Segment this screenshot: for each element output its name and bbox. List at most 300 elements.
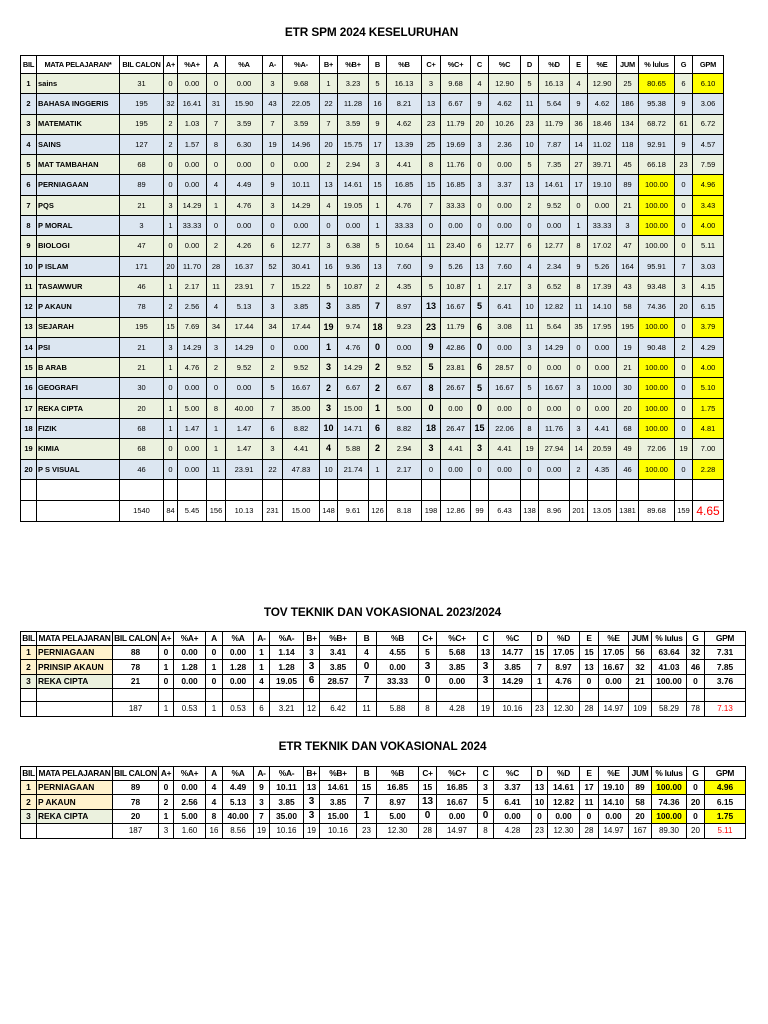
subject-cell: GEOGRAFI [37, 378, 120, 398]
b-plus-cell: 3 [304, 660, 320, 674]
col-header-subject [37, 767, 113, 781]
empty-cell [206, 688, 223, 701]
b-cell: 15 [357, 781, 377, 795]
c-cell: 13 [478, 646, 494, 660]
b-plus-pct-cell: 9.36 [338, 256, 369, 276]
empty-cell [489, 479, 521, 500]
subject-cell: B ARAB [37, 358, 120, 378]
b-pct-cell: 4.35 [387, 276, 422, 296]
total-c-cell: 19 [478, 701, 494, 716]
b-cell: 13 [369, 256, 387, 276]
total-c-plus-pct-cell: 4.28 [437, 701, 478, 716]
d-pct-cell: 0.00 [539, 398, 570, 418]
d-pct-cell: 12.82 [539, 297, 570, 317]
e-cell: 14 [570, 134, 588, 154]
d-pct-cell: 14.61 [548, 781, 580, 795]
b-pct-cell: 6.67 [387, 378, 422, 398]
c-plus-pct-cell: 26.47 [441, 419, 471, 439]
b-plus-cell: 4 [320, 439, 338, 459]
e-pct-cell: 14.10 [588, 297, 617, 317]
subject-cell: KIMIA [37, 439, 120, 459]
a-minus-cell: 7 [254, 809, 270, 823]
c-pct-cell: 0.00 [489, 195, 521, 215]
col-header-c-plus-pct [437, 767, 478, 781]
e-pct-cell: 14.10 [599, 795, 629, 809]
c-plus-pct-cell: 0.00 [441, 398, 471, 418]
d-pct-cell: 5.64 [539, 94, 570, 114]
d-pct-cell: 4.76 [548, 674, 580, 688]
b-plus-cell: 16 [320, 256, 338, 276]
bil-cell: 3 [21, 674, 37, 688]
b-plus-cell: 10 [320, 459, 338, 479]
pass-pct-cell: 41.03 [652, 660, 687, 674]
a-pct-cell: 14.29 [226, 337, 263, 357]
col-header-label: C+ [422, 634, 433, 643]
candidates-cell: 46 [120, 459, 164, 479]
candidates-cell: 89 [120, 175, 164, 195]
a-plus-cell: 0 [164, 74, 178, 94]
totals-row [21, 500, 724, 521]
e-cell: 35 [570, 317, 588, 337]
col-header-label: D [536, 769, 543, 778]
col-header-gpm [705, 767, 746, 781]
pass-pct-cell: 100.00 [639, 378, 675, 398]
e-pct-cell: 0.00 [599, 809, 629, 823]
col-header-label: E [586, 769, 592, 778]
pass-pct-cell: 100.00 [639, 317, 675, 337]
b-cell: 2 [369, 378, 387, 398]
col-header-label: E [576, 60, 581, 69]
subject-row [21, 256, 724, 276]
b-cell: 7 [357, 674, 377, 688]
a-pct-cell: 0.00 [226, 378, 263, 398]
a-pct-cell: 0.00 [223, 674, 254, 688]
a-plus-cell: 2 [164, 297, 178, 317]
a-cell: 4 [206, 781, 223, 795]
e-pct-cell: 0.00 [588, 358, 617, 378]
d-pct-cell: 11.76 [539, 419, 570, 439]
col-header-label: %E [607, 769, 620, 778]
b-cell: 7 [357, 795, 377, 809]
a-cell: 1 [207, 439, 226, 459]
b-plus-cell: 13 [304, 781, 320, 795]
total-pass-pct-cell: 89.68 [639, 500, 675, 521]
e-pct-cell: 17.02 [588, 236, 617, 256]
g-cell: 32 [687, 646, 705, 660]
empty-cell [226, 479, 263, 500]
a-minus-pct-cell: 9.68 [283, 74, 320, 94]
b-cell: 0 [357, 660, 377, 674]
empty-cell [21, 500, 37, 521]
col-header-a-plus-pct [178, 56, 207, 74]
a-pct-cell: 1.47 [226, 439, 263, 459]
empty-cell [419, 688, 437, 701]
a-plus-pct-cell: 5.00 [178, 398, 207, 418]
total-a-pct-cell: 0.53 [223, 701, 254, 716]
col-header-label: MATA PELAJARAN [38, 769, 111, 778]
col-header-label: D [526, 60, 533, 69]
b-cell: 1 [369, 459, 387, 479]
b-cell: 18 [369, 317, 387, 337]
col-header-label: %B [391, 634, 404, 643]
c-pct-cell: 2.36 [489, 134, 521, 154]
empty-cell [270, 688, 304, 701]
a-plus-cell: 0 [164, 378, 178, 398]
a-cell: 34 [207, 317, 226, 337]
pass-pct-cell: 95.38 [639, 94, 675, 114]
c-pct-cell: 12.77 [489, 236, 521, 256]
a-cell: 2 [207, 236, 226, 256]
b-pct-cell: 0.00 [377, 660, 419, 674]
b-plus-cell: 1 [320, 74, 338, 94]
col-header-label: B+ [306, 634, 317, 643]
col-header-d [532, 767, 548, 781]
a-pct-cell: 23.91 [226, 276, 263, 296]
empty-cell [471, 479, 489, 500]
a-minus-cell: 9 [254, 781, 270, 795]
subject-cell: REKA CIPTA [37, 674, 113, 688]
col-header-label: A [211, 634, 217, 643]
d-pct-cell: 6.52 [539, 276, 570, 296]
b-pct-cell: 4.62 [387, 114, 422, 134]
b-plus-pct-cell: 19.05 [338, 195, 369, 215]
total-b-plus-pct-cell: 9.61 [338, 500, 369, 521]
subject-row [21, 317, 724, 337]
c-pct-cell: 28.57 [489, 358, 521, 378]
c-pct-cell: 6.41 [494, 795, 532, 809]
b-cell: 3 [369, 155, 387, 175]
c-pct-cell: 7.60 [489, 256, 521, 276]
b-plus-cell: 3 [320, 236, 338, 256]
bil-cell: 16 [21, 378, 37, 398]
total-pass-cell: 89 [617, 175, 639, 195]
col-header-label: A [211, 769, 217, 778]
a-minus-cell: 1 [254, 646, 270, 660]
total-a-plus-pct-cell: 5.45 [178, 500, 207, 521]
subject-cell: MAT TAMBAHAN [37, 155, 120, 175]
total-e-cell: 28 [580, 701, 599, 716]
c-plus-cell: 13 [422, 297, 441, 317]
e-pct-cell: 12.90 [588, 74, 617, 94]
col-header-label: BIL CALON [114, 634, 157, 643]
d-cell: 8 [521, 419, 539, 439]
candidates-cell: 88 [113, 646, 159, 660]
d-pct-cell: 5.64 [539, 317, 570, 337]
candidates-cell: 89 [113, 781, 159, 795]
col-header-label: C+ [422, 769, 433, 778]
b-cell: 2 [369, 358, 387, 378]
b-cell: 5 [369, 236, 387, 256]
a-cell: 1 [207, 419, 226, 439]
empty-cell [580, 688, 599, 701]
a-plus-pct-cell: 0.00 [178, 175, 207, 195]
c-plus-pct-cell: 0.00 [437, 809, 478, 823]
a-cell: 0 [206, 646, 223, 660]
b-cell: 15 [369, 175, 387, 195]
total-pass-cell: 58 [617, 297, 639, 317]
c-plus-cell: 0 [422, 216, 441, 236]
bil-cell: 7 [21, 195, 37, 215]
col-header-label: %D [557, 634, 570, 643]
c-plus-cell: 8 [422, 378, 441, 398]
total-total-pass-cell: 167 [629, 823, 652, 838]
col-header-b-pct [377, 767, 419, 781]
a-pct-cell: 4.49 [223, 781, 254, 795]
b-cell: 0 [369, 337, 387, 357]
a-plus-pct-cell: 0.00 [174, 646, 206, 660]
total-a-plus-cell: 1 [159, 701, 174, 716]
col-header-b-plus [304, 632, 320, 646]
empty-cell [178, 479, 207, 500]
a-minus-pct-cell: 8.82 [283, 419, 320, 439]
b-plus-cell: 22 [320, 94, 338, 114]
b-plus-pct-cell: 11.28 [338, 94, 369, 114]
candidates-cell: 20 [113, 809, 159, 823]
g-cell: 0 [675, 236, 693, 256]
section-title-etr-spm-2024: ETR SPM 2024 KESELURUHAN [284, 25, 459, 39]
d-cell: 3 [521, 276, 539, 296]
gpm-cell: 4.57 [693, 134, 724, 154]
a-minus-cell: 1 [254, 660, 270, 674]
total-d-pct-cell: 12.30 [548, 823, 580, 838]
a-minus-cell: 3 [263, 74, 283, 94]
subject-cell: MATEMATIK [37, 114, 120, 134]
c-plus-cell: 25 [422, 134, 441, 154]
col-header-candidates [120, 56, 164, 74]
a-plus-cell: 2 [164, 114, 178, 134]
c-plus-pct-cell: 42.86 [441, 337, 471, 357]
b-plus-pct-cell: 14.61 [338, 175, 369, 195]
a-plus-cell: 2 [164, 134, 178, 154]
a-cell: 0 [207, 155, 226, 175]
col-header-a-pct [223, 767, 254, 781]
c-cell: 3 [471, 175, 489, 195]
col-header-bil [21, 767, 37, 781]
col-header-a [207, 56, 226, 74]
a-cell: 1 [206, 660, 223, 674]
a-plus-cell: 20 [164, 256, 178, 276]
bil-cell: 1 [21, 781, 37, 795]
empty-cell [304, 688, 320, 701]
subject-row [21, 378, 724, 398]
c-plus-cell: 5 [422, 358, 441, 378]
col-header-label: A+ [165, 60, 176, 69]
a-minus-cell: 4 [254, 674, 270, 688]
bil-cell: 17 [21, 398, 37, 418]
g-cell: 46 [687, 660, 705, 674]
a-pct-cell: 0.00 [226, 216, 263, 236]
c-cell: 15 [471, 419, 489, 439]
total-c-plus-cell: 28 [419, 823, 437, 838]
total-a-pct-cell: 8.56 [223, 823, 254, 838]
total-c-pct-cell: 4.28 [494, 823, 532, 838]
col-header-c [471, 56, 489, 74]
a-plus-cell: 1 [164, 358, 178, 378]
subject-row [21, 155, 724, 175]
d-cell: 10 [532, 795, 548, 809]
total-total-pass-cell: 1381 [617, 500, 639, 521]
c-cell: 0 [478, 809, 494, 823]
empty-cell [693, 479, 724, 500]
col-header-label: %A+ [180, 634, 199, 643]
g-cell: 0 [687, 809, 705, 823]
candidates-cell: 78 [120, 297, 164, 317]
col-header-e-pct [599, 632, 629, 646]
gpm-cell: 4.81 [693, 419, 724, 439]
a-plus-cell: 2 [159, 795, 174, 809]
g-cell: 20 [687, 795, 705, 809]
subject-row [21, 646, 746, 660]
empty-cell [705, 688, 746, 701]
pass-pct-cell: 90.48 [639, 337, 675, 357]
c-plus-pct-cell: 3.85 [437, 660, 478, 674]
col-header-label: %A [231, 769, 245, 778]
d-cell: 6 [521, 236, 539, 256]
empty-cell [21, 688, 37, 701]
b-pct-cell: 4.76 [387, 195, 422, 215]
a-plus-cell: 15 [164, 317, 178, 337]
subject-cell: PRINSIP AKAUN [37, 660, 113, 674]
col-header-label: %B [391, 769, 404, 778]
b-cell: 9 [369, 114, 387, 134]
col-header-label: JUM [631, 769, 649, 778]
c-plus-pct-cell: 9.68 [441, 74, 471, 94]
total-pass-pct-cell: 58.29 [652, 701, 687, 716]
gpm-cell: 7.00 [693, 439, 724, 459]
b-plus-pct-cell: 15.00 [338, 398, 369, 418]
a-pct-cell: 4.26 [226, 236, 263, 256]
c-plus-pct-cell: 23.81 [441, 358, 471, 378]
a-minus-pct-cell: 3.85 [270, 795, 304, 809]
d-pct-cell: 0.00 [539, 459, 570, 479]
header-row [21, 632, 746, 646]
b-cell: 2 [369, 439, 387, 459]
total-a-minus-cell: 19 [254, 823, 270, 838]
a-pct-cell: 16.37 [226, 256, 263, 276]
e-pct-cell: 0.00 [588, 337, 617, 357]
a-plus-pct-cell: 2.56 [174, 795, 206, 809]
a-plus-pct-cell: 1.47 [178, 419, 207, 439]
gpm-cell: 6.15 [693, 297, 724, 317]
total-d-pct-cell: 12.30 [548, 701, 580, 716]
total-pass-cell: 68 [617, 419, 639, 439]
total-a-plus-cell: 3 [159, 823, 174, 838]
a-minus-cell: 6 [263, 236, 283, 256]
e-pct-cell: 0.00 [588, 398, 617, 418]
subject-cell: PERNIAGAAN [37, 646, 113, 660]
bil-cell: 2 [21, 660, 37, 674]
total-pass-cell: 195 [617, 317, 639, 337]
empty-cell [687, 688, 705, 701]
c-plus-cell: 3 [419, 660, 437, 674]
a-plus-pct-cell: 2.17 [178, 276, 207, 296]
c-cell: 0 [471, 337, 489, 357]
gpm-cell: 4.00 [693, 216, 724, 236]
a-plus-pct-cell: 1.28 [174, 660, 206, 674]
a-minus-cell: 19 [263, 134, 283, 154]
b-cell: 2 [369, 276, 387, 296]
col-header-d-pct [548, 767, 580, 781]
b-cell: 1 [369, 195, 387, 215]
c-pct-cell: 22.06 [489, 419, 521, 439]
col-header-a-minus [254, 632, 270, 646]
empty-cell [441, 479, 471, 500]
col-header-c-pct [494, 632, 532, 646]
empty-cell [254, 688, 270, 701]
col-header-label: %B+ [329, 634, 347, 643]
d-pct-cell: 0.00 [548, 809, 580, 823]
d-cell: 11 [521, 94, 539, 114]
col-header-d [521, 56, 539, 74]
e-pct-cell: 17.39 [588, 276, 617, 296]
col-header-label: %B [398, 60, 410, 69]
c-plus-pct-cell: 11.79 [441, 114, 471, 134]
c-cell: 6 [471, 317, 489, 337]
c-plus-cell: 18 [422, 419, 441, 439]
subject-cell: P S VISUAL [37, 459, 120, 479]
col-header-gpm [705, 632, 746, 646]
subject-row [21, 398, 724, 418]
a-minus-pct-cell: 19.05 [270, 674, 304, 688]
a-plus-cell: 32 [164, 94, 178, 114]
c-plus-pct-cell: 0.00 [441, 216, 471, 236]
bil-cell: 2 [21, 795, 37, 809]
subject-row [21, 114, 724, 134]
total-pass-cell: 56 [629, 646, 652, 660]
empty-cell [37, 688, 113, 701]
col-header-e [580, 632, 599, 646]
empty-cell [422, 479, 441, 500]
col-header-label: A- [257, 769, 266, 778]
empty-cell [478, 688, 494, 701]
e-cell: 11 [570, 297, 588, 317]
total-pass-cell: 21 [629, 674, 652, 688]
total-pass-cell: 118 [617, 134, 639, 154]
total-b-plus-pct-cell: 6.42 [320, 701, 357, 716]
a-cell: 8 [207, 134, 226, 154]
pass-pct-cell: 63.64 [652, 646, 687, 660]
col-header-label: %E [596, 60, 608, 69]
b-plus-cell: 3 [320, 358, 338, 378]
a-plus-cell: 1 [164, 276, 178, 296]
bil-cell: 6 [21, 175, 37, 195]
col-header-label: %A [238, 60, 250, 69]
total-b-cell: 126 [369, 500, 387, 521]
a-plus-pct-cell: 0.00 [178, 236, 207, 256]
gpm-cell: 3.03 [693, 256, 724, 276]
col-header-label: BIL CALON [114, 769, 157, 778]
col-header-label: B+ [323, 60, 334, 69]
col-header-total-pass [629, 767, 652, 781]
a-cell: 4 [207, 297, 226, 317]
c-pct-cell: 0.00 [489, 459, 521, 479]
g-cell: 0 [687, 674, 705, 688]
e-cell: 11 [580, 795, 599, 809]
total-pass-cell: 49 [617, 439, 639, 459]
col-header-label: %A- [294, 60, 308, 69]
c-pct-cell: 12.90 [489, 74, 521, 94]
c-cell: 20 [471, 114, 489, 134]
d-cell: 7 [532, 660, 548, 674]
subject-row [21, 74, 724, 94]
col-header-label: %B+ [345, 60, 361, 69]
b-plus-cell: 3 [304, 795, 320, 809]
a-plus-cell: 0 [164, 236, 178, 256]
c-plus-cell: 13 [419, 795, 437, 809]
pass-pct-cell: 100.00 [639, 216, 675, 236]
bil-cell: 10 [21, 256, 37, 276]
a-minus-cell: 2 [263, 358, 283, 378]
